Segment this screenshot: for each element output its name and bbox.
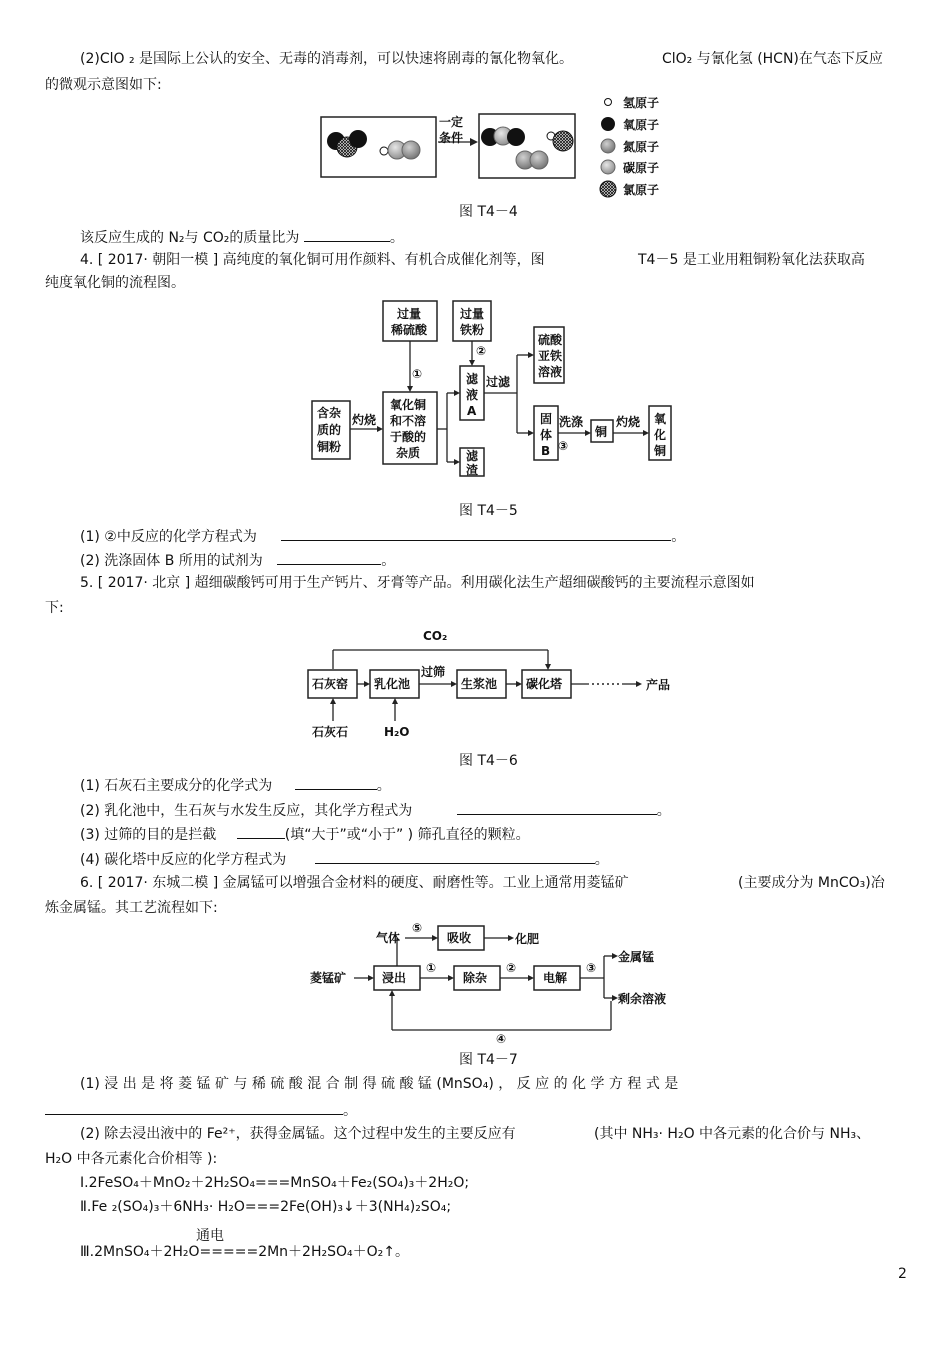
period: 。 — [381, 553, 396, 569]
period: 。 — [671, 529, 686, 545]
svg-text:氧: 氧 — [654, 412, 667, 426]
svg-text:化: 化 — [654, 428, 667, 442]
svg-text:于酸的: 于酸的 — [390, 430, 427, 444]
reaction-3: Ⅲ.2MnSO₄＋2H₂O=====2Mn＋2H₂SO₄＋O₂↑。 — [80, 1244, 409, 1260]
svg-text:剩余溶液: 剩余溶液 — [618, 992, 667, 1006]
q5-part-1 — [80, 775, 391, 795]
svg-text:和不溶: 和不溶 — [390, 414, 427, 428]
svg-text:氧化铜: 氧化铜 — [390, 398, 427, 412]
period: 。 — [376, 778, 391, 794]
reaction-1: Ⅰ.2FeSO₄＋MnO₂＋2H₂SO₄===MnSO₄＋Fe₂(SO₄)₃＋2H₂O; — [80, 1175, 470, 1191]
answer-blank[interactable] — [281, 526, 671, 541]
svg-text:铜: 铜 — [654, 444, 667, 458]
q2-intro-line-1: (2)ClO ₂ 是国际上公认的安全、无毒的消毒剂，可以快速将剧毒的氰化物氧化。 — [80, 51, 574, 67]
svg-text:电解: 电解 — [543, 971, 568, 985]
svg-text:过滤: 过滤 — [486, 375, 511, 389]
svg-text:液: 液 — [466, 388, 479, 402]
legend-oxygen: 氧原子 — [623, 118, 660, 132]
svg-text:生浆池: 生浆池 — [461, 677, 498, 691]
caption-t4-4: 图 T4－4 — [459, 204, 518, 220]
svg-text:CO₂: CO₂ — [423, 629, 448, 643]
electrolysis-condition: 通电 — [196, 1228, 224, 1244]
q5-part-2-text: (2) 乳化池中，生石灰与水发生反应，其化学方程式为 — [80, 803, 413, 819]
q6-intro-line-1b: (主要成分为 MnCO₃)冶 — [738, 875, 885, 891]
q2-intro-line-1b: ClO₂ 与氰化氢 (HCN)在气态下反应 — [662, 51, 883, 67]
page-number: 2 — [898, 1266, 907, 1282]
q5-intro-line-2: 下: — [45, 600, 64, 616]
q6-intro-line-2: 炼金属锰。其工艺流程如下: — [45, 900, 218, 916]
answer-blank[interactable] — [277, 550, 381, 565]
svg-text:⑤: ⑤ — [412, 921, 423, 935]
answer-blank[interactable] — [237, 824, 285, 839]
svg-text:灼烧: 灼烧 — [616, 415, 641, 429]
svg-text:石灰石: 石灰石 — [312, 725, 349, 739]
q4-part-1 — [80, 526, 685, 546]
q4-part-2-text: (2) 洗涤固体 B 所用的试剂为 — [80, 553, 263, 569]
svg-text:④: ④ — [496, 1032, 507, 1046]
svg-text:滤: 滤 — [466, 372, 479, 386]
q5-part-2 — [80, 800, 671, 820]
period: 。 — [594, 852, 609, 868]
q5-part-3 — [80, 824, 530, 844]
svg-text:渣: 渣 — [466, 463, 479, 477]
svg-text:乳化池: 乳化池 — [374, 677, 411, 691]
q5-part-4 — [80, 849, 609, 869]
answer-blank[interactable] — [457, 800, 657, 815]
svg-text:铜: 铜 — [595, 425, 608, 439]
q4-part-2 — [80, 550, 395, 570]
q6-part-2-line-1b: (其中 NH₃· H₂O 中各元素的化合价与 NH₃、 — [594, 1126, 871, 1142]
svg-text:铁粉: 铁粉 — [460, 323, 485, 337]
svg-text:化肥: 化肥 — [515, 932, 540, 946]
q4-intro-line-1: 4. [ 2017· 朝阳一模 ] 高纯度的氧化铜可用作颜料、有机合成催化剂等，图 — [80, 252, 545, 268]
q5-part-3-text: (3) 过筛的目的是拦截 — [80, 827, 217, 843]
period: 。 — [389, 230, 404, 246]
caption-t4-5: 图 T4－5 — [459, 503, 518, 519]
svg-text:B: B — [541, 444, 551, 458]
svg-text:固: 固 — [540, 412, 553, 426]
figure-t4-7 — [306, 918, 686, 1048]
answer-blank[interactable] — [304, 227, 390, 242]
svg-text:体: 体 — [540, 428, 553, 442]
q4-part-1-text: (1) ②中反应的化学方程式为 — [80, 529, 257, 545]
svg-text:溶液: 溶液 — [538, 365, 563, 379]
oxygen-atom — [349, 130, 367, 148]
svg-text:亚铁: 亚铁 — [538, 349, 563, 363]
period: 。 — [343, 1103, 357, 1119]
svg-text:杂质: 杂质 — [396, 446, 421, 460]
svg-text:含杂: 含杂 — [317, 406, 342, 420]
q6-part-2-line-2: H₂O 中各元素化合价相等 ): — [45, 1151, 218, 1167]
q5-intro-line-1: 5. [ 2017· 北京 ] 超细碳酸钙可用于生产钙片、牙膏等产品。利用碳化法生产超细碳酸钙的主要流程示意图如 — [80, 575, 755, 591]
q5-part-4-text: (4) 碳化塔中反应的化学方程式为 — [80, 852, 287, 868]
caption-t4-6: 图 T4－6 — [459, 753, 518, 769]
q6-intro-line-1: 6. [ 2017· 东城二模 ] 金属锰可以增强合金材料的硬度、耐磨性等。工业上通常用菱锰矿 — [80, 875, 629, 891]
legend-hydrogen: 氢原子 — [623, 96, 660, 110]
svg-text:灼烧: 灼烧 — [352, 413, 377, 427]
answer-blank[interactable] — [295, 775, 377, 790]
svg-text:吸收: 吸收 — [447, 931, 472, 945]
legend-chlorine: 氯原子 — [623, 183, 660, 197]
reaction-2: Ⅱ.Fe ₂(SO₄)₃＋6NH₃· H₂O===2Fe(OH)₃↓＋3(NH₄)₂SO₄; — [80, 1199, 452, 1215]
q6-part-1-line-1: (1) 浸 出 是 将 菱 锰 矿 与 稀 硫 酸 混 合 制 得 硫 酸 锰 (MnSO₄) ， 反 应 的 化 学 方 程 式 是 — [80, 1076, 679, 1092]
svg-text:产品: 产品 — [646, 678, 671, 692]
arrow-label-bottom: 条件 — [439, 131, 464, 145]
q5-part-3-text-b: (填“大于”或“小于” ) 筛孔直径的颗粒。 — [284, 827, 530, 843]
svg-text:②: ② — [506, 961, 517, 975]
answer-blank[interactable] — [315, 849, 595, 864]
q6-part-2-line-1: (2) 除去浸出液中的 Fe²⁺，获得金属锰。这个过程中发生的主要反应有 — [80, 1126, 516, 1142]
arrow-label-top: 一定 — [439, 115, 464, 129]
q4-intro-line-1b: T4－5 是工业用粗铜粉氧化法获取高 — [638, 252, 865, 268]
svg-text:过筛: 过筛 — [421, 665, 446, 679]
svg-text:稀硫酸: 稀硫酸 — [391, 323, 428, 337]
svg-text:质的: 质的 — [317, 423, 342, 437]
svg-text:③: ③ — [586, 961, 597, 975]
svg-text:过量: 过量 — [460, 307, 485, 321]
svg-text:铜粉: 铜粉 — [317, 440, 342, 454]
svg-text:①: ① — [412, 367, 423, 381]
q4-intro-line-2: 纯度氧化铜的流程图。 — [45, 275, 185, 291]
svg-text:滤: 滤 — [466, 449, 479, 463]
caption-t4-7: 图 T4－7 — [459, 1052, 518, 1068]
q5-part-1-text: (1) 石灰石主要成分的化学式为 — [80, 778, 273, 794]
q2-question — [80, 227, 404, 247]
period: 。 — [656, 803, 671, 819]
nitrogen-atom — [530, 151, 548, 169]
q2-question-text: 该反应生成的 N₂与 CO₂的质量比为 — [80, 230, 300, 246]
svg-text:过量: 过量 — [397, 307, 422, 321]
answer-blank[interactable] — [45, 1100, 343, 1115]
figure-t4-6 — [300, 624, 690, 744]
chlorine-atom — [553, 131, 573, 151]
svg-text:②: ② — [476, 344, 487, 358]
oxygen-atom — [507, 128, 525, 146]
legend-carbon: 碳原子 — [623, 161, 660, 175]
nitrogen-atom — [402, 141, 420, 159]
svg-text:洗涤: 洗涤 — [559, 415, 584, 429]
svg-text:A: A — [467, 404, 477, 418]
svg-text:①: ① — [426, 961, 437, 975]
svg-text:金属锰: 金属锰 — [618, 950, 655, 964]
q2-intro-line-2: 的微观示意图如下: — [45, 77, 162, 93]
figure-t4-5 — [305, 298, 685, 478]
svg-text:浸出: 浸出 — [382, 971, 407, 985]
svg-text:碳化塔: 碳化塔 — [526, 677, 563, 691]
svg-text:H₂O: H₂O — [384, 725, 410, 739]
figure-t4-4 — [318, 94, 678, 204]
svg-text:石灰窑: 石灰窑 — [312, 677, 349, 691]
svg-text:硫酸: 硫酸 — [538, 333, 563, 347]
q6-part-1-line-2 — [45, 1100, 357, 1120]
svg-text:气体: 气体 — [376, 931, 401, 945]
svg-text:③: ③ — [558, 439, 569, 453]
hydrogen-atom — [380, 147, 388, 155]
svg-text:除杂: 除杂 — [463, 971, 488, 985]
legend-nitrogen: 氮原子 — [623, 140, 660, 154]
svg-text:菱锰矿: 菱锰矿 — [310, 971, 347, 985]
